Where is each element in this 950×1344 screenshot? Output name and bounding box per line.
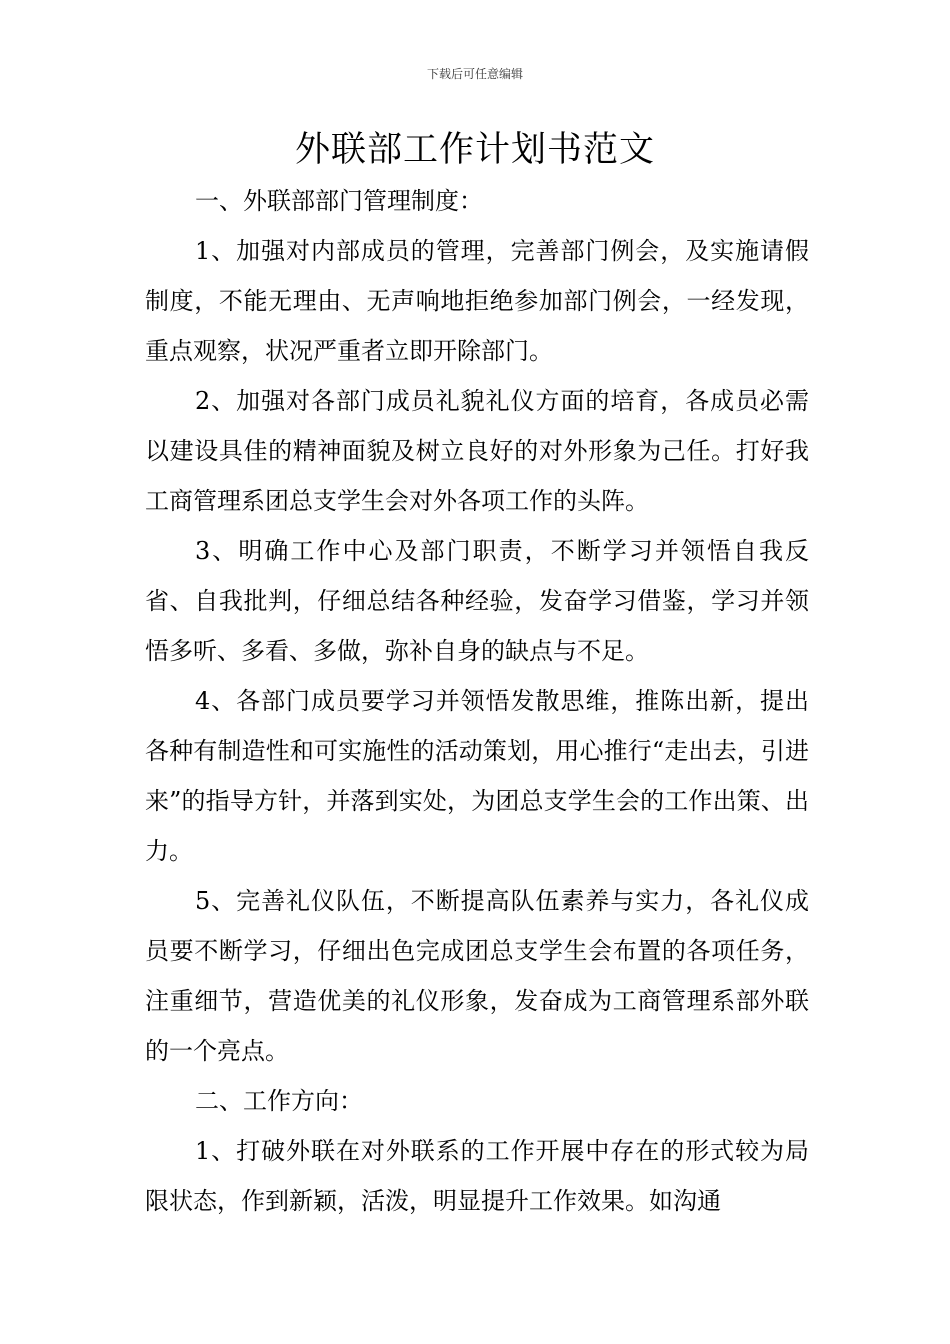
paragraph: 4、各部门成员要学习并领悟发散思维，推陈出新，提出各种有制造性和可实施性的活动策划，用心推行“走出去，引进来”的指导方针，并落到实处，为团总支学生会的工作出策、出力。: [145, 687, 809, 865]
paragraph: 2、加强对各部门成员礼貌礼仪方面的培育，各成员必需以建设具佳的精神面貌及树立良好的对外形象为己任。打好我工商管理系团总支学生会对外各项工作的头阵。: [145, 387, 809, 515]
paragraph: 1、打破外联在对外联系的工作开展中存在的形式较为局限状态，作到新颖，活泼，明显提升工作效果。如沟通: [145, 1137, 809, 1215]
paragraph: 3、明确工作中心及部门职责，不断学习并领悟自我反省、自我批判，仔细总结各种经验，发奋学习借鉴，学习并领悟多听、多看、多做，弥补自身的缺点与不足。: [145, 537, 809, 665]
header-note: 下载后可任意编辑: [426, 67, 523, 81]
document-title: 外联部工作计划书范文: [294, 130, 655, 170]
paragraph: 1、加强对内部成员的管理，完善部门例会，及实施请假制度，不能无理由、无声响地拒绝参加部门例会，一经发现，重点观察，状况严重者立即开除部门。: [145, 237, 809, 365]
document-body: [145, 176, 809, 1226]
paragraph: 5、完善礼仪队伍，不断提高队伍素养与实力，各礼仪成员要不断学习，仔细出色完成团总支学生会布置的各项任务，注重细节，营造优美的礼仪形象，发奋成为工商管理系部外联的一个亮点。: [145, 887, 809, 1065]
section-heading: 二、工作方向：: [195, 1087, 363, 1115]
section-heading: 一、外联部部门管理制度：: [195, 187, 483, 215]
